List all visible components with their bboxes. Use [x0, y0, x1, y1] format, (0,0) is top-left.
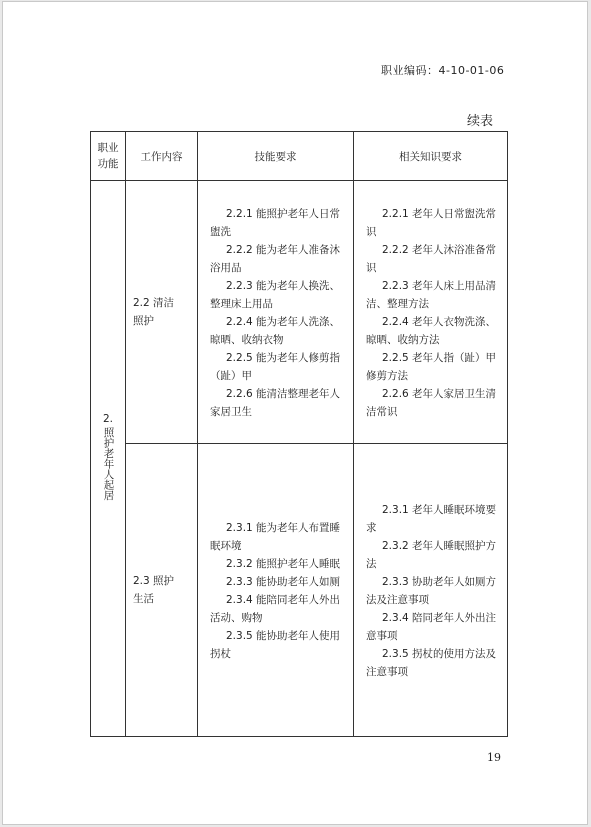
header-function: 职业 功能 [91, 132, 126, 181]
occupation-code: 职业编码：4-10-01-06 [381, 64, 505, 77]
skill-item: 2.2.5 能为老年人修剪指（趾）甲 [210, 352, 341, 382]
knowledge-item: 2.2.4 老年人衣物洗涤、晾晒、收纳方法 [366, 316, 497, 346]
page-number: 19 [487, 751, 501, 764]
table-row [91, 181, 508, 444]
skills-cell [198, 444, 354, 737]
continued-label: 续表 [467, 114, 494, 129]
skills-cell [198, 181, 354, 444]
knowledge-item: 2.2.3 老年人床上用品清洁、整理方法 [366, 280, 497, 310]
work-content-cell: 2.3 照护 生活 [126, 444, 198, 737]
table-header-row [91, 132, 508, 181]
knowledge-cell [354, 181, 508, 444]
skill-item: 2.2.2 能为老年人准备沐浴用品 [210, 244, 341, 274]
skill-item: 2.3.1 能为老年人布置睡眠环境 [210, 522, 341, 552]
knowledge-item: 2.3.3 协助老年人如厕方法及注意事项 [366, 576, 497, 606]
header-skills: 技能要求 [198, 132, 354, 181]
knowledge-item: 2.3.5 拐杖的使用方法及注意事项 [366, 648, 497, 678]
skill-item: 2.3.4 能陪同老年人外出活动、购物 [210, 594, 341, 624]
header-work-content: 工作内容 [126, 132, 198, 181]
work-content-cell: 2.2 清洁 照护 [126, 181, 198, 444]
skill-item: 2.2.1 能照护老年人日常盥洗 [210, 208, 341, 238]
skill-item: 2.2.6 能清洁整理老年人家居卫生 [210, 388, 341, 418]
skill-item: 2.2.4 能为老年人洗涤、晾晒、收纳衣物 [210, 316, 341, 346]
knowledge-cell [354, 444, 508, 737]
knowledge-item: 2.3.4 陪同老年人外出注意事项 [366, 612, 497, 642]
knowledge-item: 2.3.2 老年人睡眠照护方法 [366, 540, 497, 570]
knowledge-item: 2.3.1 老年人睡眠环境要求 [366, 504, 497, 534]
knowledge-item: 2.2.6 老年人家居卫生清洁常识 [366, 388, 497, 418]
skill-item: 2.3.3 能协助老年人如厕 [226, 576, 341, 588]
knowledge-item: 2.2.1 老年人日常盥洗常识 [366, 208, 497, 238]
table-row [91, 444, 508, 737]
header-knowledge: 相关知识要求 [354, 132, 508, 181]
skills-table [90, 131, 508, 737]
skill-item: 2.2.3 能为老年人换洗、整理床上用品 [210, 280, 341, 310]
skill-item: 2.3.2 能照护老年人睡眠 [226, 558, 341, 570]
skill-item: 2.3.5 能协助老年人使用拐杖 [210, 630, 341, 660]
function-cell: 2. 照护老年人起居 [91, 181, 126, 737]
knowledge-item: 2.2.5 老年人指（趾）甲修剪方法 [366, 352, 497, 382]
knowledge-item: 2.2.2 老年人沐浴准备常识 [366, 244, 497, 274]
